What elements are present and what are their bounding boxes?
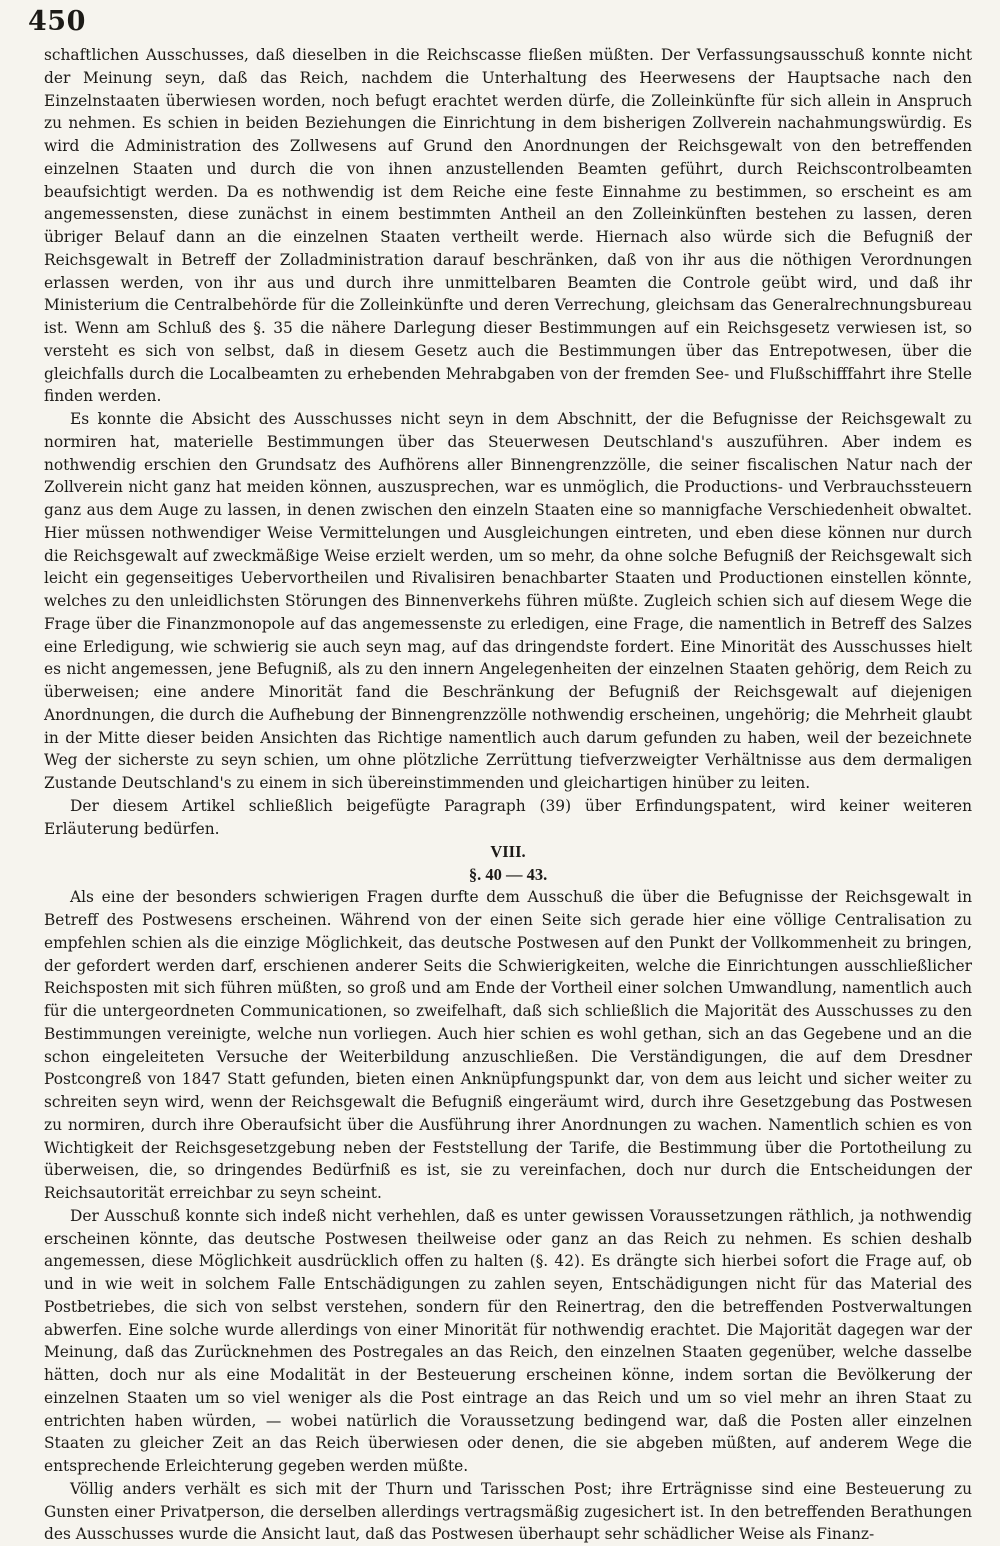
paragraph: Völlig anders verhält es sich mit der Thurn und Tarisschen Post; ihre Erträgnisse sind eine Besteuerung zu Gunsten einer Privatperson, die derselben allerdings vertragsmäßig zugesichert ist. In den betreffenden Berathungen des Ausschusses wurde die Ansicht laut, daß das Postwesen überhaupt sehr schädlicher Weise als Finanz- [44, 1479, 972, 1544]
paragraph: Als eine der besonders schwierigen Fragen durfte dem Ausschuß die über die Befugnisse der Reichsgewalt in Betreff des Postwesens erscheinen. Während von der einen Seite sich gerade hier eine völlige Centralisation zu empfehlen schien als die einzige Möglichkeit, das deutsche Postwesen auf den Punkt der Vollkommenheit zu bringen, der gefordert werden darf, erschienen anderer Seits die Schwierigkeiten, welche die Einrichtungen ausschließlicher Reichsposten mit sich führen müßten, so groß und am Ende der Vortheil einer solchen Umwandlung, namentlich auch für die untergeordneten Communicationen, so zweifelhaft, daß sich schließlich die Majorität des Ausschusses zu den Bestimmungen vereinigte, welche nun vorliegen. Auch hier schien es wohl gethan, sich an das Gegebene und an die schon eingeleiteten Versuche der Weiterbildung anzuschließen. Die Verständigungen, die auf dem Dresdner Postcongreß von 1847 Statt gefunden, bieten einen Anknüpfungspunkt dar, von dem aus leicht und sicher weiter zu schreiten seyn wird, wenn der Reichsgewalt die Befugniß eingeräumt wird, durch ihre Gesetzgebung das Postwesen zu normiren, durch ihre Oberaufsicht über die Ausführung ihrer Anordnungen zu wachen. Namentlich schien es von Wichtigkeit der Reichsgesetzgebung neben der Feststellung der Tarife, die Bestimmung über die Portotheilung zu überweisen, die, so dringendes Bedürfniß es ist, sie zu vereinfachen, doch nur durch die Entscheidungen der Reichsautorität erreichbar zu seyn scheint. [44, 888, 972, 1202]
section-range: §. 40 — 43. [468, 865, 548, 885]
paragraph: Der Ausschuß konnte sich indeß nicht verhehlen, daß es unter gewissen Voraussetzungen räthlich, ja nothwendig erscheinen könnte, das deutsche Postwesen theilweise oder ganz an das Reich zu nehmen. Es schien deshalb angemessen, diese Möglichkeit ausdrücklich offen zu halten (§. 42). Es drängte sich hierbei sofort die Frage auf, ob und in wie weit in solchem Falle Entschädigungen zu zahlen seyen, Entschädigungen nicht für das Material des Postbetriebes, die sich von selbst verstehen, sondern für den Reinertrag, den die betreffenden Postverwaltungen abwerfen. Eine solche wurde allerdings von einer Minorität für nothwendig erachtet. Die Majorität dagegen war der Meinung, daß das Zurücknehmen des Postregales an das Reich, den einzelnen Staaten gegenüber, welche dasselbe hätten, doch nur als eine Modalität in der Besteuerung erscheinen könne, indem sortan die Bevölkerung der einzelnen Staaten um so viel weniger als die Post eintrage an das Reich und um so viel mehr an ihren Staat zu entrichten haben würden, — wobei natürlich die Voraussetzung bedingend war, daß die Posten aller einzelnen Staaten zu gleicher Zeit an das Reich überwiesen oder denen, die sie abgeben müßten, auf anderem Wege die entsprechende Erleichterung gegeben werden müßte. [44, 1206, 972, 1475]
paragraph: Der diesem Artikel schließlich beigefügte Paragraph (39) über Erfindungspatent, wird keiner weiteren Erläuterung bedürfen. [44, 796, 972, 838]
paragraph-continuation: schaftlichen Ausschusses, daß dieselben in die Reichscasse fließen müßten. Der Verfassungsausschuß konnte nicht der Meinung seyn, daß das Reich, nachdem die Unterhaltung des Heerwesens der Hauptsache nach den Einzelnstaaten überwiesen worden, noch befugt erachtet werden dürfe, die Zolleinkünfte für sich allein in Anspruch zu nehmen. Es schien in beiden Beziehungen die Einrichtung in dem bisherigen Zollverein nachahmungswürdig. Es wird die Administration des Zollwesens auf Grund den Anordnungen der Reichsgewalt von den betreffenden einzelnen Staaten und durch die von ihnen anzustellenden Beamten geführt, durch Reichscontrolbeamten beaufsichtigt werden. Da es nothwendig ist dem Reiche eine feste Einnahme zu bestimmen, so erscheint es am angemessensten, diese zunächst in einem bestimmten Antheil an den Zolleinkünften bestehen zu lassen, deren übriger Belauf dann an die einzelnen Staaten vertheilt werde. Hiernach also würde sich die Befugniß der Reichsgewalt in Betreff der Zolladministration darauf beschränken, daß von ihr aus die nöthigen Verordnungen erlassen werden, von ihr aus und durch ihre unmittelbaren Beamten die Controle geübt wird, und daß ihr Ministerium die Centralbehörde für die Zolleinkünfte und deren Verrechung, gleichsam das Generalrechnungsbureau ist. Wenn am Schluß des §. 35 die nähere Darlegung dieser Bestimmungen auf ein Reichsgesetz verwiesen ist, so versteht es sich von selbst, daß in diesem Gesetz auch die Bestimmungen über das Entrepotwesen, über die gleichfalls durch die Localbeamten zu erhebenden Mehrabgaben von der fremden See- und Flußschifffahrt ihre Stelle finden werden. [44, 46, 972, 406]
section-heading: VIII. [490, 842, 526, 862]
page-number: 450 [28, 6, 86, 37]
paragraph: Es konnte die Absicht des Ausschusses nicht seyn in dem Abschnitt, der die Befugnisse der Reichsgewalt zu normiren hat, materielle Bestimmungen über das Steuerwesen Deutschland's auszuführen. Aber indem es nothwendig erschien den Grundsatz des Aufhörens aller Binnengrenzzölle, die seiner fiscalischen Natur nach der Zollverein nicht ganz hat meiden können, auszusprechen, war es unmöglich, die Productions- und Verbrauchssteuern ganz aus dem Auge zu lassen, in denen zwischen den einzeln Staaten eine so mannigfache Verschiedenheit obwaltet. Hier müssen nothwendiger Weise Vermittelungen und Ausgleichungen eintreten, und eben diese können nur durch die Reichsgewalt auf zweckmäßige Weise erzielt werden, um so mehr, da ohne solche Befugniß der Reichsgewalt sich leicht ein gegenseitiges Uebervortheilen und Rivalisiren benachbarter Staaten und Productionen einstellen könnte, welches zu den unleidlichsten Störungen des Binnenverkehs führen müßte. Zugleich schien sich auf diesem Wege die Frage über die Finanzmonopole auf das angemessenste zu erledigen, eine Frage, die namentlich in Betreff des Salzes eine Erledigung, wie schwierig sie auch seyn mag, auf das dringendste fordert. Eine Minorität des Ausschusses hielt es nicht angemessen, jene Befugniß, als zu den innern Angelegenheiten der einzelnen Staaten gehörig, dem Reich zu überweisen; eine andere Minorität fand die Beschränkung der Befugniß der Reichsgewalt auf diejenigen Anordnungen, die durch die Aufhebung der Binnengrenzzölle nothwendig erscheinen, ungehörig; die Mehrheit glaubt in der Mitte dieser beiden Ansichten das Richtige namentlich auch darum gefunden zu haben, weil der bezeichnete Weg der sicherste zu seyn schien, um ohne plötzliche Zerrüttung tiefverzweigter Verhältnisse aus dem dermaligen Zustande Deutschland's zu einem in sich übereinstimmenden und gleichartigen hinüber zu leiten. [44, 410, 972, 792]
